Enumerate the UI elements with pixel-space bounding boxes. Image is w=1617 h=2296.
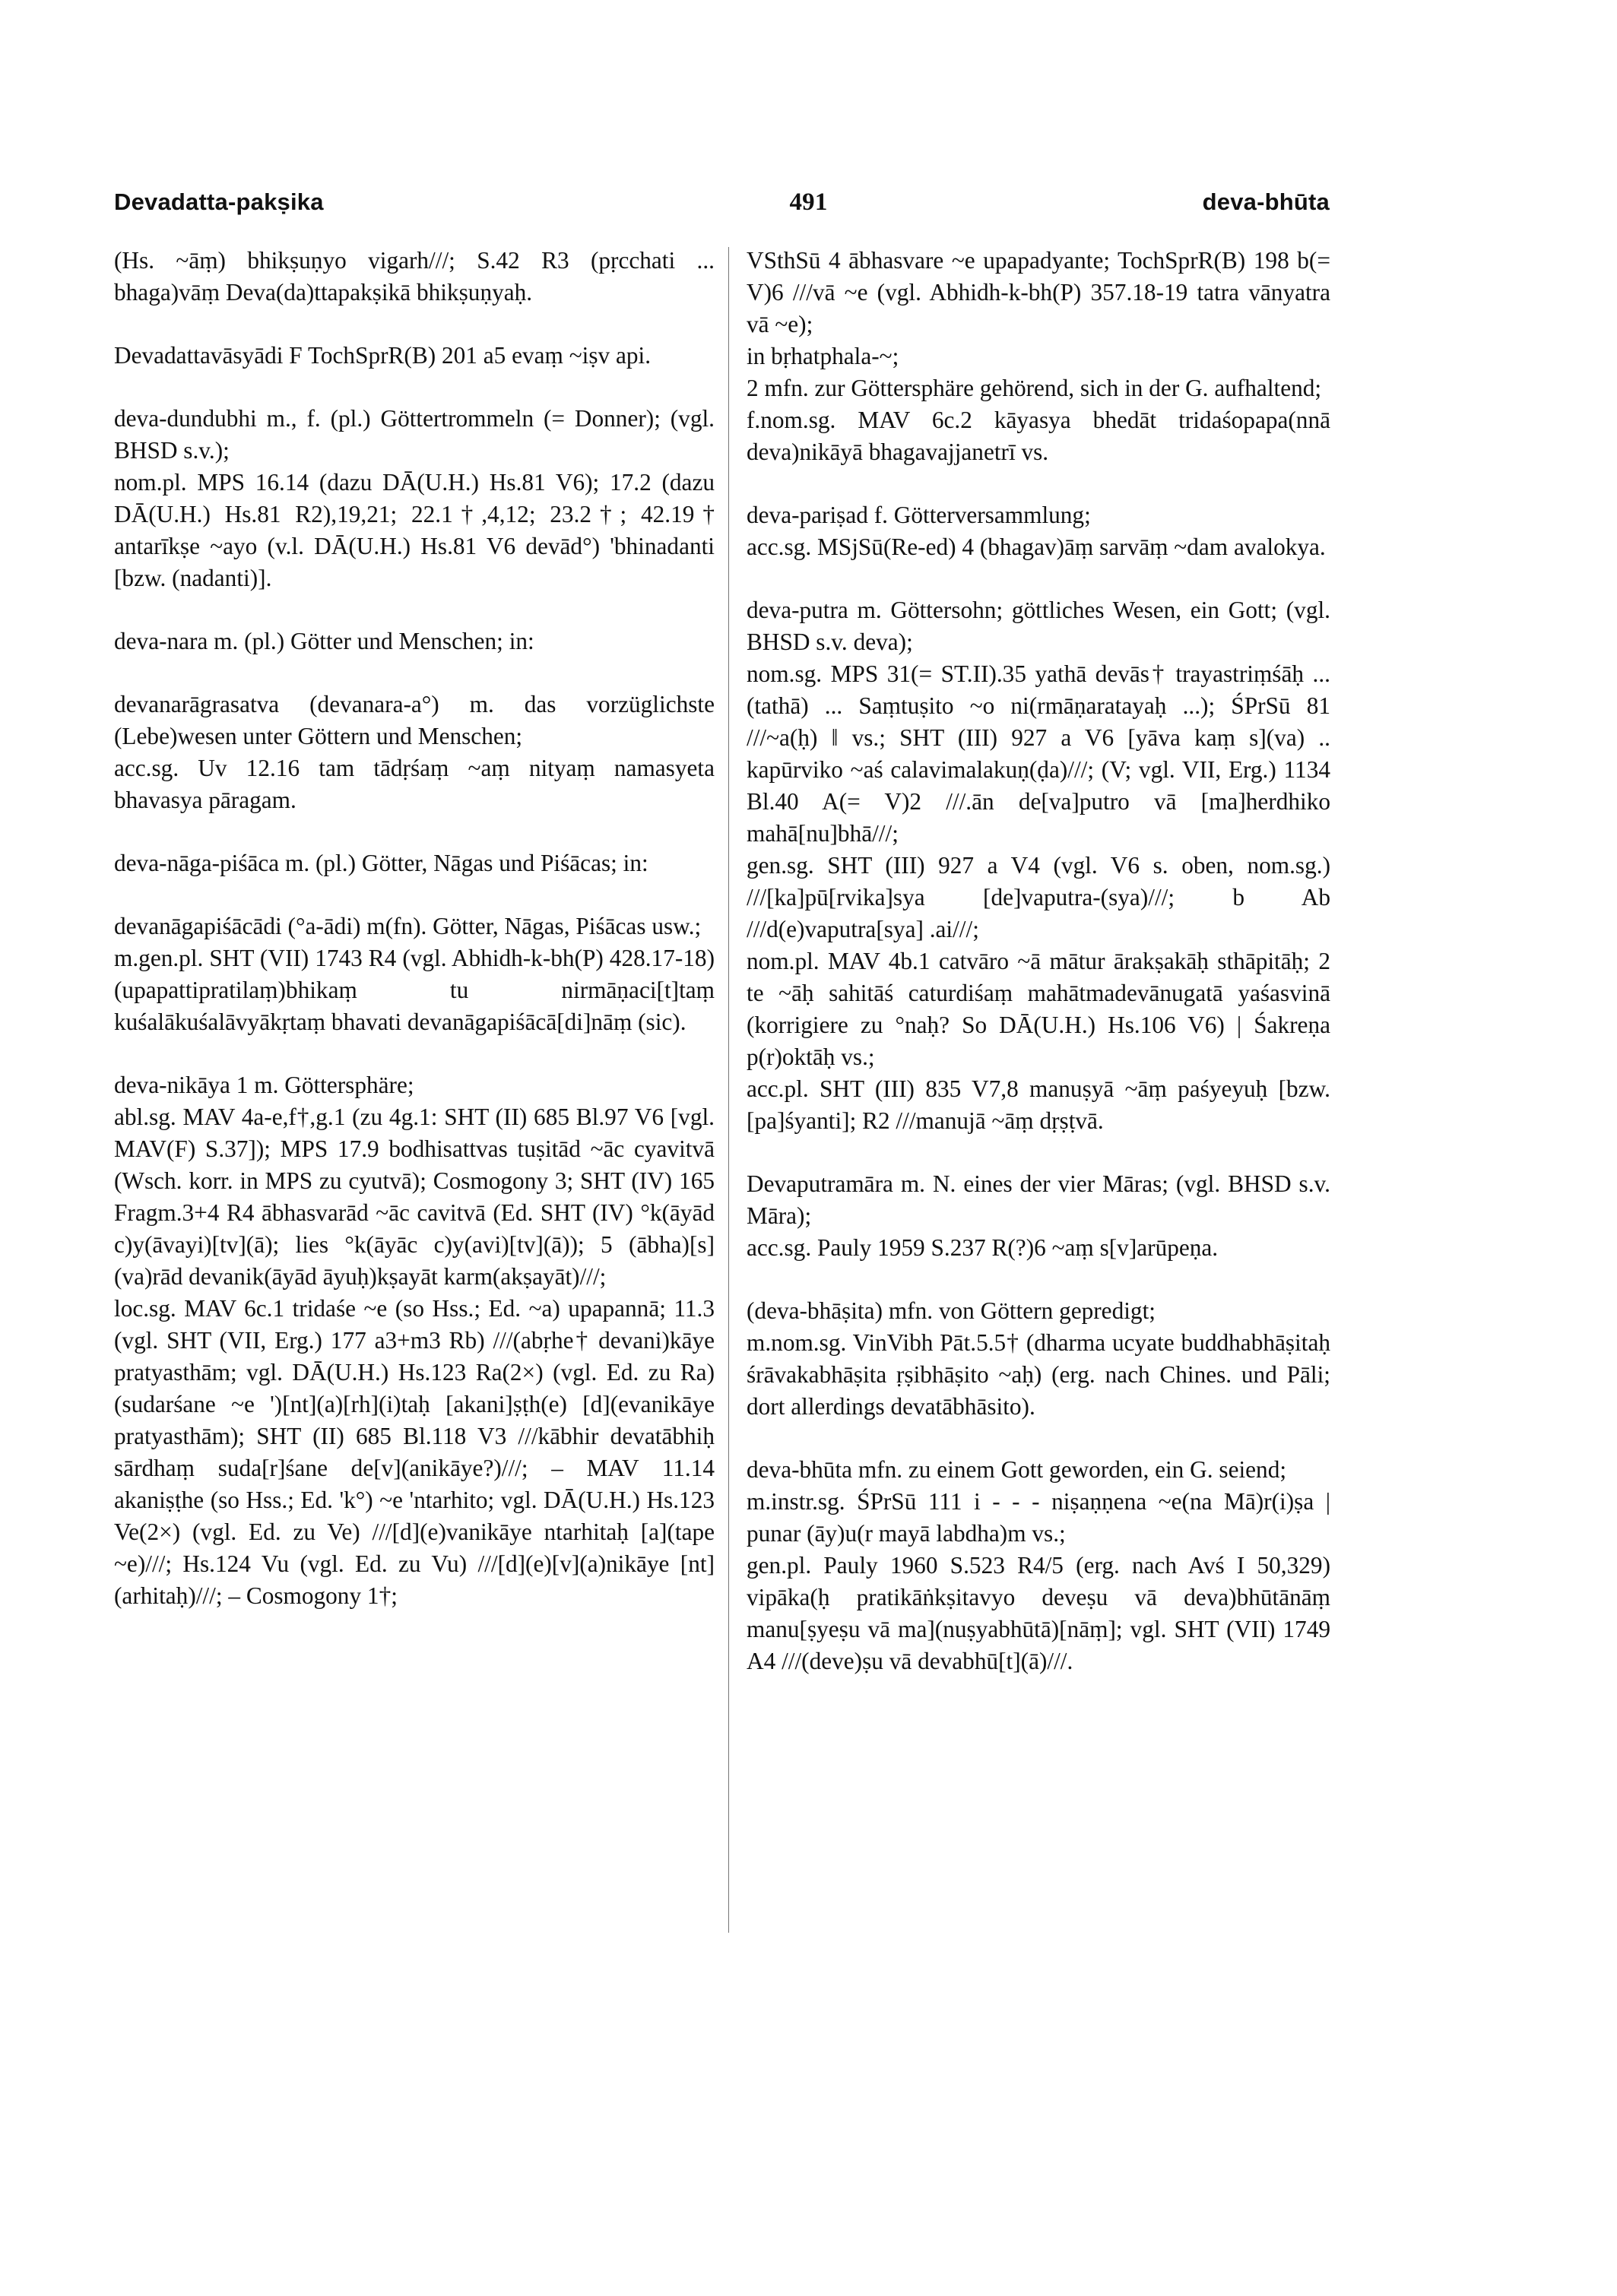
entry-line: gen.sg. SHT (III) 927 a V4 (vgl. V6 s. oben, nom.sg.) ///[ka]pū[rvika]sya [de]vaputra-(sya)///; b Ab ///d(e)vaputra[sya] .ai///;: [747, 852, 1330, 942]
entry-line: Devaputramāra m. N. eines der vier Māras; (vgl. BHSD s.v. Māra);: [747, 1170, 1330, 1229]
entry-devadattavasyadi: [114, 340, 715, 372]
entry-deva-dundubhi: [114, 403, 715, 594]
entry-deva-putra: [747, 594, 1330, 1137]
entry-line: acc.sg. MSjSū(Re-ed) 4 (bhagav)āṃ sarvāṃ ~dam avalokya.: [747, 534, 1326, 560]
entry-deva-naga-pisaca: [114, 847, 715, 879]
entry-line: devanarāgrasatva (devanara-a°) m. das vorzüglichste (Lebe)wesen unter Göttern und Menschen;: [114, 691, 715, 749]
running-head-left: Devadatta-pakṣika: [114, 188, 324, 215]
entry-line: 2 mfn. zur Göttersphäre gehörend, sich in der G. aufhaltend;: [747, 375, 1322, 401]
entry-line: Devadattavāsyādi F TochSprR(B) 201 a5 evaṃ ~iṣv api.: [114, 342, 652, 369]
entry-line: in bṛhatphala-~;: [747, 343, 899, 369]
entry-deva-bhasita: [747, 1295, 1330, 1423]
entry-deva-nara: [114, 625, 715, 657]
entry-line: m.instr.sg. ŚPrSū 111 i - - - niṣaṇṇena ~e(na Mā)r(i)ṣa | punar (āy)u(r mayā labdha)m vs.;: [747, 1488, 1330, 1547]
entry-devaputramara: [747, 1168, 1330, 1264]
entry-line: m.nom.sg. VinVibh Pāt.5.5† (dharma ucyate buddhabhāṣitaḥ śrāvakabhāṣita ṛṣibhāṣito ~aḥ) (erg. nach Chines. und Pāli; dort allerdings devatābhāsito).: [747, 1329, 1330, 1420]
entry-line: acc.pl. SHT (III) 835 V7,8 manuṣyā ~āṃ paśyeyuḥ [bzw. [pa]śyanti]; R2 ///manujā ~āṃ dṛṣṭvā.: [747, 1075, 1330, 1134]
entry-line: deva-nara m. (pl.) Götter und Menschen; in:: [114, 628, 534, 654]
entry-line: devanāgapiśācādi (°a-ādi) m(fn). Götter, Nāgas, Piśācas usw.;: [114, 913, 702, 939]
entry-deva-parisad: [747, 499, 1330, 563]
entry-line: nom.sg. MPS 31(= ST.II).35 yathā devās† trayastriṃśāḥ ... (tathā) ... Saṃtuṣito ~o ni(rmāṇaratayaḥ ...); ŚPrSū 81 ///~a(ḥ) ‖ vs.; SHT (III) 927 a V6 [yāva kaṃ s](va) .. kapūrviko ~aś calavimalakuṇ(ḍa)///; (V; vgl. VII, Erg.) 1134 Bl.40 A(= V)2 ///.ān de[va]putro vā [ma]herdhiko mahā[nu]bhā///;: [747, 660, 1330, 847]
left-column: [114, 245, 715, 1612]
entry-line: f.nom.sg. MAV 6c.2 kāyasya bhedāt tridaśopapa(nnā deva)nikāyā bhagavajjanetrī vs.: [747, 407, 1330, 465]
entry-line: (Hs. ~āṃ) bhikṣuṇyo vigarh///; S.42 R3 (pṛcchati ... bhaga)vāṃ Deva(da)ttapakṣikā bhikṣuṇyaḥ.: [114, 247, 715, 306]
entry-line: deva-nikāya 1 m. Göttersphäre;: [114, 1072, 414, 1098]
entry-continuation: [114, 245, 715, 309]
entry-devanaragrasatva: [114, 689, 715, 816]
entry-line: deva-putra m. Göttersohn; göttliches Wesen, ein Gott; (vgl. BHSD s.v. deva);: [747, 597, 1330, 655]
entry-line: VSthSū 4 ābhasvare ~e upapadyante; TochSprR(B) 198 b(= V)6 ///vā ~e (vgl. Abhidh-k-bh(P) 357.18-19 tatra vānyatra vā ~e);: [747, 247, 1330, 337]
entry-line: nom.pl. MAV 4b.1 catvāro ~ā mātur ārakṣakāḥ sthāpitāḥ; 2 te ~āḥ sahitāś caturdiśaṃ mahātmadevānugatā yaśasvinā (korrigiere zu °naḥ? So DĀ(U.H.) Hs.106 V6) | Śakreṇa p(r)oktāḥ vs.;: [747, 948, 1330, 1070]
column-divider: [728, 247, 729, 1933]
entry-line: m.gen.pl. SHT (VII) 1743 R4 (vgl. Abhidh-k-bh(P) 428.17-18) (upapattipratilaṃ)bhikaṃ tu nirmāṇaci[t]taṃ kuśalākuśalāvyākṛtaṃ bhavati devanāgapiśācā[di]nāṃ (sic).: [114, 945, 715, 1035]
entry-line: abl.sg. MAV 4a-e,f†,g.1 (zu 4g.1: SHT (II) 685 Bl.97 V6 [vgl. MAV(F) S.37]); MPS 17.9 bodhisattvas tuṣitād ~āc cyavitvā (Wsch. korr. in MPS zu cyutvā); Cosmogony 3; SHT (IV) 165 Fragm.3+4 R4 ābhasvarād ~āc cavitvā (Ed. SHT (IV) °k(āyād c)y(āvayi)[tv](ā); lies °k(āyāc c)y(avi)[tv](ā)); 5 (ābha)[s](va)rād devanik(āyād āyuḥ)kṣayāt karm(akṣayāt)///;: [114, 1104, 715, 1290]
entry-line: (deva-bhāṣita) mfn. von Göttern gepredigt;: [747, 1297, 1156, 1324]
running-head-right: deva-bhūta: [1202, 188, 1330, 215]
entry-line: acc.sg. Uv 12.16 tam tādṛśaṃ ~aṃ nityaṃ namasyeta bhavasya pāragam.: [114, 755, 715, 813]
page-number: 491: [789, 188, 828, 216]
entry-line: loc.sg. MAV 6c.1 tridaśe ~e (so Hss.; Ed. ~a) upapannā; 11.3 (vgl. SHT (VII, Erg.) 177 a3+m3 Rb) ///(abṛhe† devani)kāye pratyasthām; vgl. DĀ(U.H.) Hs.123 Ra(2×) (vgl. Ed. zu Ra) (sudarśane ~e ')[nt](a)[rh](i)taḥ [akani]ṣṭh(e) [d](evanikāye pratyasthām); SHT (II) 685 Bl.118 V3 ///kābhir devatābhiḥ sārdhaṃ suda[r]śane de[v](anikāye?)///; – MAV 11.14 akaniṣṭhe (so Hss.; Ed. 'k°) ~e 'ntarhito; vgl. DĀ(U.H.) Hs.123 Ve(2×) (vgl. Ed. zu Ve) ///[d](e)vanikāye ntarhitaḥ [a](tape ~e)///; Hs.124 Vu (vgl. Ed. zu Vu) ///[d](e)[v](a)nikāye [nt](arhitaḥ)///; – Cosmogony 1†;: [114, 1295, 715, 1609]
entry-line: deva-dundubhi m., f. (pl.) Göttertrommeln (= Donner); (vgl. BHSD s.v.);: [114, 405, 715, 464]
entry-line: acc.sg. Pauly 1959 S.237 R(?)6 ~aṃ s[v]arūpeṇa.: [747, 1234, 1219, 1261]
entry-line: deva-nāga-piśāca m. (pl.) Götter, Nāgas und Piśācas; in:: [114, 850, 648, 876]
entry-line: nom.pl. MPS 16.14 (dazu DĀ(U.H.) Hs.81 V6); 17.2 (dazu DĀ(U.H.) Hs.81 R2),19,21; 22.1†,4,12; 23.2†; 42.19† antarīkṣe ~ayo (v.l. DĀ(U.H.) Hs.81 V6 devād°) 'bhinadanti [bzw. (nadanti)].: [114, 469, 715, 591]
entry-devanagapisacadi: [114, 910, 715, 1038]
entry-deva-nikaya-continued: [747, 245, 1330, 468]
entry-line: deva-pariṣad f. Götterversammlung;: [747, 502, 1091, 528]
entry-line: gen.pl. Pauly 1960 S.523 R4/5 (erg. nach Avś I 50,329) vipāka(ḥ pratikāṅkṣitavyo deveṣu vā deva)bhūtānāṃ manu[ṣyeṣu vā ma](nuṣyabhūtā)[nāṃ]; vgl. SHT (VII) 1749 A4 ///(deve)ṣu vā devabhū[t](ā)///.: [747, 1552, 1330, 1674]
entry-line: deva-bhūta mfn. zu einem Gott geworden, ein G. seiend;: [747, 1456, 1287, 1483]
entry-deva-bhuta: [747, 1454, 1330, 1677]
entry-deva-nikaya: [114, 1069, 715, 1612]
right-column: [747, 245, 1330, 1677]
